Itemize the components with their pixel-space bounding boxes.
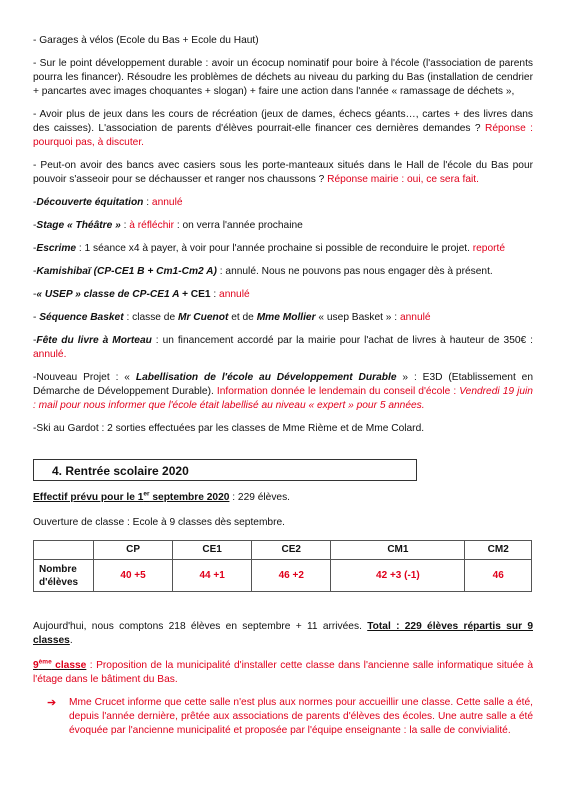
projet-text: » : E3D (Etablissement en Démarche de Développement Durable). xyxy=(33,372,533,397)
row-label: Nombre d'élèves xyxy=(34,560,94,592)
theatre-title: Stage « Théâtre » xyxy=(36,220,121,231)
item-equitation: -Découverte équitation : annulé xyxy=(33,197,183,208)
table-header-row xyxy=(34,541,532,560)
equitation-status: annulé xyxy=(151,197,183,208)
item-theatre: -Stage « Théâtre » : à réfléchir : on verra l'année prochaine xyxy=(33,220,303,231)
table-header-cell: CE1 xyxy=(173,541,252,560)
item-kamishibai: -Kamishibaï (CP-CE1 B + Cm1-Cm2 A) : annulé. Nous ne pouvons pas nous engager dès à présent. xyxy=(33,266,493,277)
table-cell: 40 +5 xyxy=(94,560,173,592)
table-row xyxy=(34,560,532,592)
neuvieme-word: classe xyxy=(51,660,87,671)
effectif-label-a: Effectif prévu pour le 1 xyxy=(33,492,144,503)
item-ski: -Ski au Gardot : 2 sorties effectuées par les classes de Mme Rième et de Mme Colard. xyxy=(33,423,425,434)
item-projet xyxy=(33,371,533,413)
livre-status: annulé. xyxy=(33,349,67,360)
basket-status: annulé xyxy=(399,312,431,323)
effectif-label-b: septembre 2020 xyxy=(149,492,230,503)
item-garages: - Garages à vélos (Ecole du Bas + Ecole du Haut) xyxy=(33,35,259,46)
projet-title: Labellisation de l'école au Développement Durable xyxy=(135,372,397,383)
item-basket: - Séquence Basket : classe de Mr Cuenot et de Mme Mollier « usep Basket » : annulé xyxy=(33,312,431,323)
table-header-cell: CE2 xyxy=(252,541,331,560)
effectif-value: : 229 élèves. xyxy=(229,492,291,503)
table-header-cell xyxy=(34,541,94,560)
basket-name2: Mme Mollier xyxy=(256,312,316,323)
projet-red-italic: Vendredi 19 juin : mail pour nous informer que l'école était labellisé au niveau « expert » pour 5 années. xyxy=(33,386,533,411)
projet-prefix: -Nouveau Projet : « xyxy=(33,372,136,383)
arrow-bullet-text: Mme Crucet informe que cette salle n'est plus aux normes pour accueillir une classe. Cette salle a été, depuis l'année dernière, prêtée aux associations de parents d'élèves des écoles. Une autre salle a été évoquée par l'ancienne municipalité et proposée par l'équipe enseignante : la salle de convivialité. xyxy=(69,697,533,736)
livre-text: : un financement accordé par la mairie pour l'achat de livres à hauteur de 350€ : xyxy=(151,335,533,346)
table-cell: 46 xyxy=(465,560,532,592)
kamishibai-text: : annulé. Nous ne pouvons pas nous engager dès à présent. xyxy=(216,266,493,277)
item-jeux xyxy=(33,108,533,150)
section-heading: 4. Rentrée scolaire 2020 xyxy=(33,459,417,481)
effectif-line xyxy=(33,491,533,505)
effectif-label-sup: er xyxy=(143,490,150,498)
arrow-right-icon: ➔ xyxy=(47,697,57,709)
item-ecocup: - Sur le point développement durable : avoir un écocup nominatif pour boire à l'école (l'association de parents pourra les financer). Résoudre les problèmes de déchets au niveau du parking du Bas (installation de cendrier + pancartes avec images choquantes + slogan) + faire une action dans l'année « ramassage de déchets », xyxy=(33,58,533,97)
table-cell: 46 +2 xyxy=(252,560,331,592)
escrime-text: : 1 séance x4 à payer, à voir pour l'année prochaine si possible de reconduire le projet. xyxy=(76,243,473,254)
item-livre: -Fête du livre à Morteau : un financement accordé par la mairie pour l'achat de livres à hauteur de 350€ : annulé. xyxy=(33,335,533,360)
neuvieme-line xyxy=(33,659,533,687)
basket-title: Séquence Basket xyxy=(39,312,124,323)
neuvieme-sup: ème xyxy=(38,658,52,666)
item-usep: -« USEP » classe de CP-CE1 A + CE1 : annulé xyxy=(33,289,250,300)
usep-status: annulé xyxy=(219,289,250,300)
summary-text: Aujourd'hui, nous comptons 218 élèves en septembre + 11 arrivées. xyxy=(33,621,368,632)
equitation-title: Découverte équitation xyxy=(36,197,144,208)
escrime-title: Escrime xyxy=(36,243,77,254)
bancs-text: - Peut-on avoir des bancs avec casiers sous les porte-manteaux situés dans le Hall de l'école du Bas pour pouvoir s'asseoir pour se déchausser et ranger nos chaussons ? xyxy=(33,160,533,185)
jeux-reply: Réponse : pourquoi pas, à discuter. xyxy=(33,123,533,148)
escrime-status: reporté xyxy=(472,243,506,254)
table-header-cell: CM1 xyxy=(331,541,465,560)
neuvieme-num: 9 xyxy=(33,660,39,671)
neuvieme-text: : Proposition de la municipalité d'installer cette classe dans l'ancienne salle informatique située à l'étage dans le bâtiment du Bas. xyxy=(33,660,533,685)
bancs-reply: Réponse mairie : oui, ce sera fait. xyxy=(327,174,479,185)
projet-red: Information donnée le lendemain du conseil d'école : xyxy=(216,386,460,397)
basket-name1: Mr Cuenot xyxy=(177,312,229,323)
summary-end: . xyxy=(69,635,73,646)
table-header-cell: CP xyxy=(94,541,173,560)
ouverture-line: Ouverture de classe : Ecole à 9 classes dès septembre. xyxy=(33,517,285,528)
basket-mid2: et de xyxy=(228,312,257,323)
table-cell: 42 +3 (-1) xyxy=(331,560,465,592)
theatre-status: à réfléchir xyxy=(129,220,175,231)
effectif-label xyxy=(33,492,229,503)
effectif-table xyxy=(33,540,532,592)
item-bancs xyxy=(33,159,533,187)
neuvieme-label xyxy=(33,660,86,671)
arrow-bullet-item xyxy=(47,696,533,738)
theatre-rest: : on verra l'année prochaine xyxy=(174,220,303,231)
jeux-text: - Avoir plus de jeux dans les cours de récréation (jeux de dames, échecs géants…, cartes + des livres dans des caisses). L'association de parents d'élèves pourrait-elle financer ces dernières demandes ? xyxy=(33,109,533,134)
basket-mid1: : classe de xyxy=(123,312,178,323)
usep-ce1: CE1 xyxy=(190,289,211,300)
summary-line xyxy=(33,620,533,648)
table-header-cell: CM2 xyxy=(465,541,532,560)
livre-title: Fête du livre à Morteau xyxy=(36,335,152,346)
kamishibai-title: Kamishibaï (CP-CE1 B + Cm1-Cm2 A) xyxy=(36,266,217,277)
summary-total: Total : 229 élèves répartis sur 9 classes xyxy=(33,621,533,646)
basket-mid3: « usep Basket » : xyxy=(315,312,400,323)
item-escrime: -Escrime : 1 séance x4 à payer, à voir pour l'année prochaine si possible de reconduire le projet. reporté xyxy=(33,243,506,254)
usep-title: « USEP » classe de CP-CE1 A + xyxy=(36,289,191,300)
table-cell: 44 +1 xyxy=(173,560,252,592)
document-page xyxy=(33,34,533,738)
